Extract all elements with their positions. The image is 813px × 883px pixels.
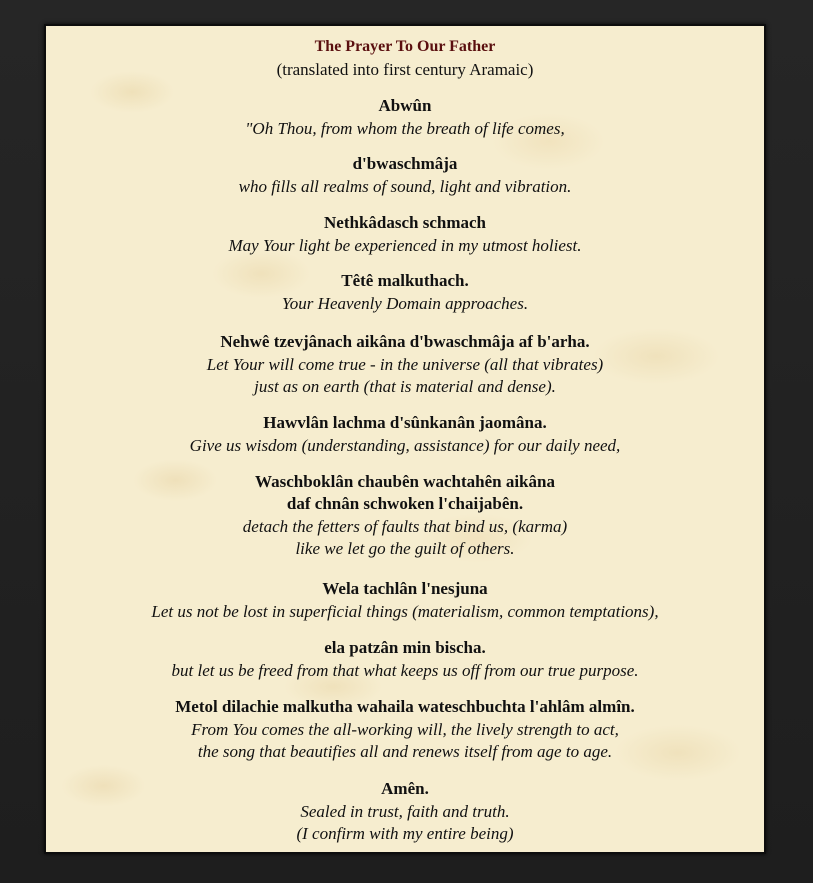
- translation-line: like we let go the guilt of others.: [295, 539, 515, 558]
- translation-line: the song that beautifies all and renews itself from age to age.: [197, 742, 613, 761]
- stanza-wela: [46, 578, 764, 623]
- stanza-hawvlan: [46, 412, 764, 457]
- aramaic-line: Hawvlân lachma d'sûnkanân jaomâna.: [263, 413, 547, 432]
- translation-line: Give us wisdom (understanding, assistance) for our daily need,: [189, 436, 621, 455]
- translation-line: Let us not be lost in superficial things (materialism, common temptations),: [151, 602, 659, 621]
- parchment-page: [44, 24, 766, 854]
- stanza-metol: [46, 696, 764, 763]
- translation-line: who fills all realms of sound, light and vibration.: [238, 177, 572, 196]
- aramaic-line: Amên.: [381, 779, 429, 798]
- translation-line: From You comes the all-working will, the lively strength to act,: [191, 720, 619, 739]
- translation-line: Sealed in trust, faith and truth.: [300, 802, 510, 821]
- stanza-amen: [46, 778, 764, 845]
- page-subtitle: (translated into first century Aramaic): [276, 60, 534, 79]
- aramaic-line: Nehwê tzevjânach aikâna d'bwaschmâja af b'arha.: [220, 332, 590, 351]
- translation-line: but let us be freed from that what keeps us off from our true purpose.: [171, 661, 639, 680]
- stanza-tete: [46, 270, 764, 315]
- aramaic-line: Wela tachlân l'nesjuna: [322, 579, 488, 598]
- aramaic-line: ela patzân min bischa.: [324, 638, 486, 657]
- translation-line: detach the fetters of faults that bind us, (karma): [242, 517, 568, 536]
- translation-line: Let Your will come true - in the universe (all that vibrates): [206, 355, 604, 374]
- aramaic-line: daf chnân schwoken l'chaijabên.: [286, 494, 524, 513]
- translation-line: Your Heavenly Domain approaches.: [281, 294, 529, 313]
- translation-line: (I confirm with my entire being): [296, 824, 514, 843]
- aramaic-line: Nethkâdasch schmach: [324, 213, 486, 232]
- stanza-nehwe: [46, 331, 764, 398]
- translation-line: "Oh Thou, from whom the breath of life comes,: [245, 119, 565, 138]
- page-title: The Prayer To Our Father: [314, 38, 496, 55]
- aramaic-line: Abwûn: [378, 96, 432, 115]
- aramaic-line: d'bwaschmâja: [352, 154, 458, 173]
- stanza-waschboklan: [46, 471, 764, 560]
- aramaic-line: Metol dilachie malkutha wahaila wateschbuchta l'ahlâm almîn.: [175, 697, 635, 716]
- stanza-nethkadasch: [46, 212, 764, 257]
- stanza-ela: [46, 637, 764, 682]
- stanza-dbwaschmaja: [46, 153, 764, 198]
- aramaic-line: Waschboklân chaubên wachtahên aikâna: [255, 472, 555, 491]
- aramaic-line: Têtê malkuthach.: [341, 271, 469, 290]
- stanza-abwun: [46, 95, 764, 140]
- translation-line: May Your light be experienced in my utmost holiest.: [228, 236, 582, 255]
- translation-line: just as on earth (that is material and dense).: [254, 377, 556, 396]
